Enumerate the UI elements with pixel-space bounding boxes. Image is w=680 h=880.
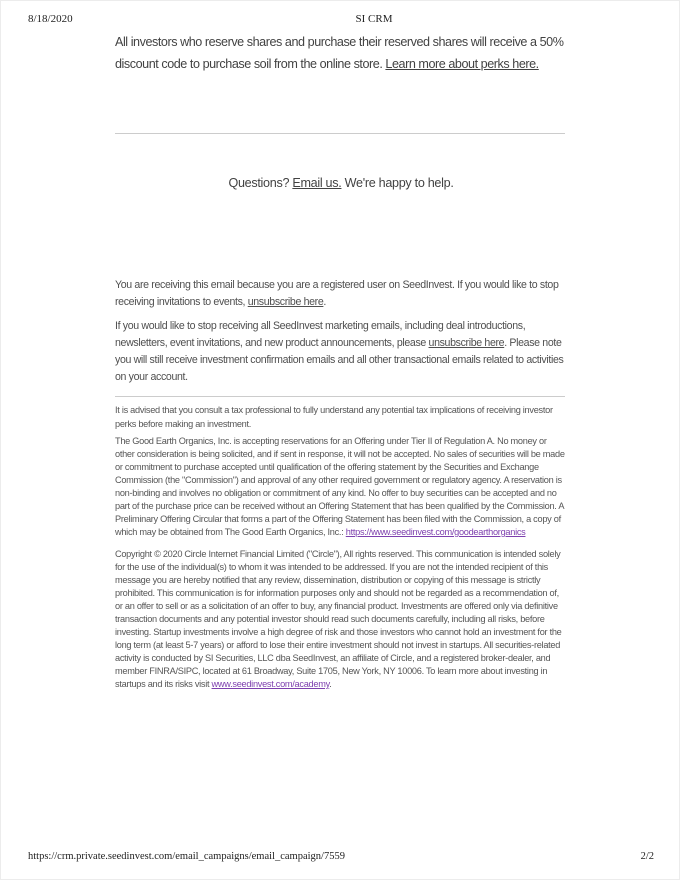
marketing-unsubscribe-link[interactable]: unsubscribe here	[428, 337, 505, 349]
text-segment: We're happy to help.	[341, 176, 454, 190]
learn-more-about-perks-link[interactable]: Learn more about perks here.	[385, 57, 539, 71]
seedinvest-academy-link[interactable]: www.seedinvest.com/academy	[211, 679, 330, 689]
text-segment: All investors who reserve shares and purchase their reserved shares will receive a 50% discount code to purchase soil from the online store.	[115, 35, 564, 71]
section-divider-top	[115, 133, 565, 134]
text-segment: It is advised that you consult a tax professional to fully understand any potential tax implications of receiving investor perks before making an investment.	[115, 405, 553, 429]
copyright-paragraph	[115, 548, 567, 691]
text-segment: The Good Earth Organics, Inc. is accepting reservations for an Offering under Tier II of Regulation A. No money or other consideration is being solicited, and if sent in response, it will not be accepted. No sales of securities will be made or commitment to purchase accepted until qualification of the offering statement by the Securities and Exchange Commission (the "Commission") and approval of any other required government or regulatory agency. A reservation is non-binding and involves no obligation or commitment of any kind. No offer to buy securities can be accepted and no part of the purchase price can be received without an Offering Statement that has been qualified by the Commission. A Preliminary Offering Circular that forms a part of the Offering Statement has been filed with the Commission, a copy of which may be obtained from The Good Earth Organics, Inc.:	[115, 436, 565, 537]
events-unsubscribe-link[interactable]: unsubscribe here	[247, 296, 324, 308]
text-segment: You are receiving this email because you are a registered user on SeedInvest. If you would like to stop receiving invitations to events,	[115, 279, 559, 308]
goodearthorganics-link[interactable]: https://www.seedinvest.com/goodearthorganics	[345, 527, 526, 537]
print-header-date: 8/18/2020	[28, 13, 73, 25]
print-footer-page-indicator: 2/2	[640, 851, 654, 862]
text-segment: If you would like to stop receiving all SeedInvest marketing emails, including deal introductions, newsletters, event invitations, and new product announcements, please	[115, 320, 526, 349]
text-segment: Copyright © 2020 Circle Internet Financial Limited ("Circle"), All rights reserved. This communication is intended solely for the use of the individual(s) to whom it was intended to be addressed. If you are not the intended recipient of this message you are hereby notified that any review, dissemination, distribution or copying of this message is strictly prohibited. This communication is for information purposes only and should not be regarded as a recommendation of, or an offer to sell or as a solicitation of an offer to buy, any financial product. Investments are offered only via definitive transaction documents and any potential investor should read such documents carefully, including all risks, before investing. Startup investments involve a high degree of risk and those investors who cannot hold an investment for the long term (at least 5-7 years) or afford to lose their entire investment should not invest in startups. All securities-related activity is conducted by SI Securities, LLC dba SeedInvest, an affiliate of Circle, and a registered broker-dealer, and member FINRA/SIPC, located at 61 Broadway, Suite 1705, New York, NY 10006. To learn more about investing in startups and its risks visit	[115, 549, 562, 689]
offering-disclaimer-paragraph	[115, 435, 567, 539]
text-segment: . Please note you will still receive investment confirmation emails and all other transactional emails related to activities on your account.	[115, 337, 564, 383]
email-us-link[interactable]: Email us.	[292, 176, 342, 190]
text-segment: .	[323, 296, 326, 308]
marketing-unsubscribe-paragraph	[115, 318, 567, 386]
tax-disclaimer-paragraph	[115, 403, 567, 431]
text-segment: Questions?	[228, 176, 293, 190]
questions-line	[115, 176, 567, 190]
section-divider-disclaimers	[115, 396, 565, 397]
print-header-title: SI CRM	[355, 13, 393, 25]
perks-paragraph	[115, 31, 567, 75]
text-segment: .	[329, 679, 332, 689]
print-footer-url: https://crm.private.seedinvest.com/email_campaigns/email_campaign/7559	[28, 851, 345, 862]
events-unsubscribe-paragraph	[115, 277, 567, 311]
